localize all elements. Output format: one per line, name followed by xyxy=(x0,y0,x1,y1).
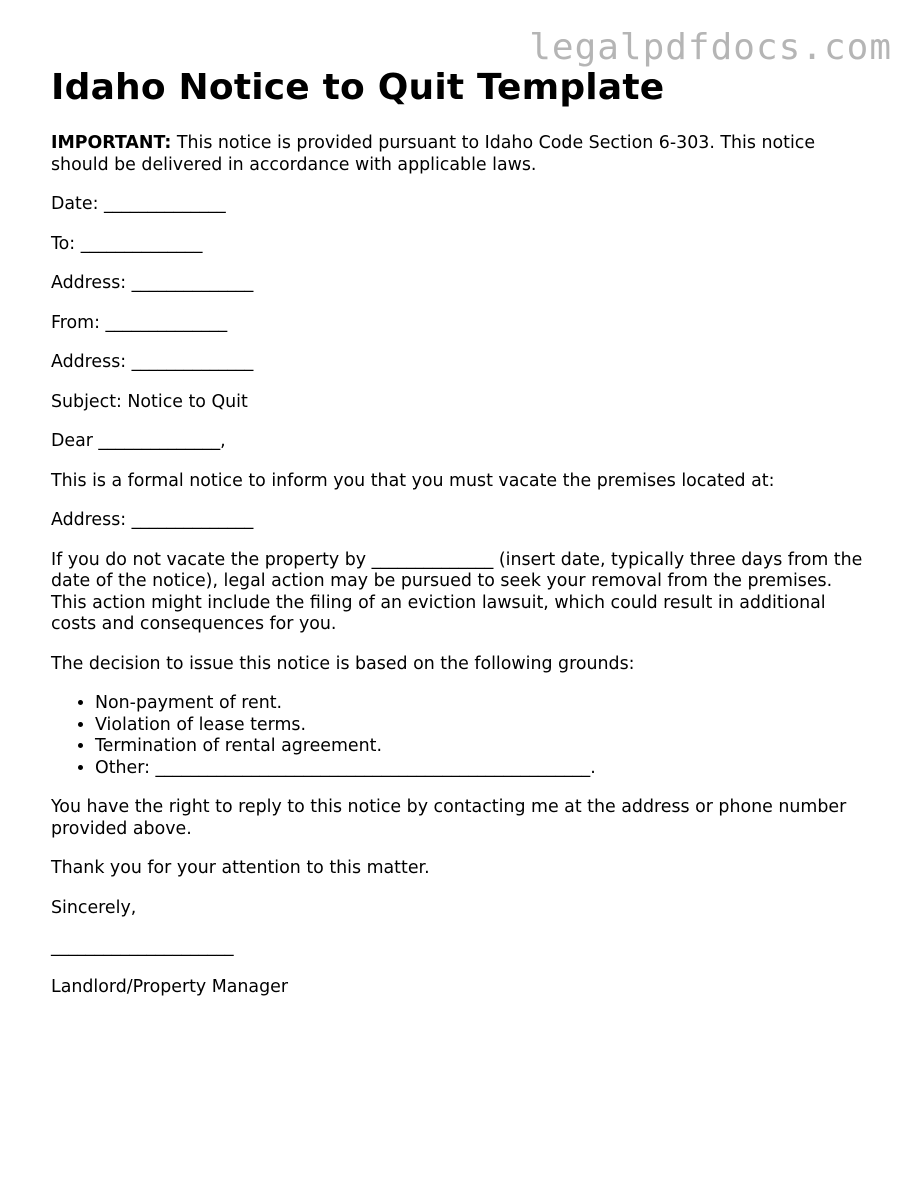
important-text: This notice is provided pursuant to Idaho Code Section 6-303. This notice should be delivered in accordance with applicable laws. xyxy=(51,133,816,175)
list-item: • Other: __________________________________________________. xyxy=(95,758,871,780)
date-field: Date: ______________ xyxy=(51,194,226,214)
grounds-intro: The decision to issue this notice is based on the following grounds: xyxy=(51,653,635,674)
to-address-field: Address: ______________ xyxy=(51,273,254,293)
list-item: • Termination of rental agreement. xyxy=(95,736,871,758)
list-item: • Non-payment of rent. xyxy=(95,693,871,715)
from-address-field: Address: ______________ xyxy=(51,352,254,372)
page-title: Idaho Notice to Quit Template xyxy=(51,67,665,108)
sincerely: Sincerely, xyxy=(51,897,137,918)
thanks-paragraph: Thank you for your attention to this matter. xyxy=(51,858,430,878)
reply-paragraph: You have the right to reply to this notice by contacting me at the address or phone number provided above. xyxy=(51,797,847,839)
signer-title: Landlord/Property Manager xyxy=(51,976,288,997)
important-label: IMPORTANT: xyxy=(51,133,172,153)
warning-paragraph: If you do not vacate the property by ______________ (insert date, typically three days from the date of the notice), legal action may be pursued to seek your removal from the premises. This action might include the filing of an eviction lawsuit, which could result in additional costs and consequences for you. xyxy=(51,549,863,634)
watermark: legalpdfdocs.com xyxy=(529,27,892,68)
signature-line: _____________________ xyxy=(51,937,234,957)
salutation: Dear ______________, xyxy=(51,431,226,451)
subject-line: Subject: Notice to Quit xyxy=(51,391,248,412)
premises-address-field: Address: ______________ xyxy=(51,510,254,530)
intro-paragraph: This is a formal notice to inform you that you must vacate the premises located at: xyxy=(51,470,775,491)
important-notice xyxy=(51,133,871,176)
from-field: From: ______________ xyxy=(51,312,228,333)
to-field: To: ______________ xyxy=(51,233,203,254)
document xyxy=(51,66,871,998)
grounds-list xyxy=(51,693,871,779)
list-item: • Violation of lease terms. xyxy=(95,715,871,737)
